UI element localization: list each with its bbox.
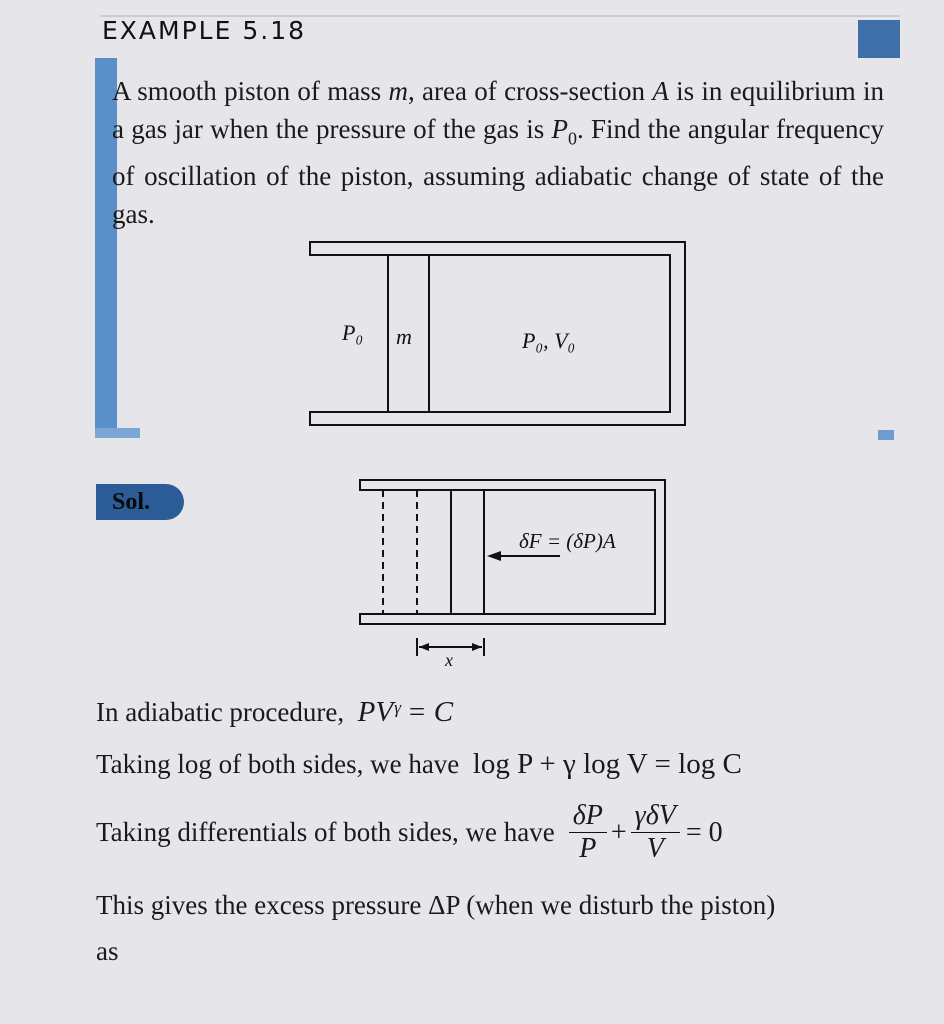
fraction-gamma-dv-over-v: $\frac{\text{γδV}}{V}$	[631, 800, 680, 865]
jar-wall	[360, 480, 665, 624]
outside-pressure-label: P₀	[342, 320, 364, 345]
piston-diagram	[300, 232, 700, 432]
displaced-piston-diagram	[355, 474, 675, 670]
displacement-arrow-right	[472, 643, 482, 651]
corner-decoration-bottom	[878, 430, 894, 440]
piston-mass-label: m	[396, 324, 412, 349]
solution-badge: Sol.	[96, 484, 184, 520]
displacement-arrow-left	[419, 643, 429, 651]
corner-decoration	[858, 20, 900, 58]
problem-statement: A smooth piston of mass m, area of cross-section A is in equilibrium in a gas jar when the pressure of the gas is $P_0$. Find the angular frequency of oscillation of the piston, assuming adiabatic change of state of the gas.	[112, 76, 884, 230]
displacement-label: x	[445, 650, 453, 670]
jar-outer-wall	[310, 242, 685, 425]
force-arrow-head	[487, 551, 501, 561]
as-line: as	[96, 936, 119, 966]
area-symbol: A	[652, 76, 669, 106]
excess-pressure-line: This gives the excess pressure ΔP (when we disturb the piston)	[96, 890, 776, 920]
mass-symbol: m	[388, 76, 408, 106]
adiabatic-line: In adiabatic procedure, PVᵞ = C	[96, 696, 454, 728]
pressure-symbol: P	[551, 114, 568, 144]
differential-line: Taking differentials of both sides, we have $\frac{\delta P}{P}$ + $\frac{\text{γδV}}{V}$ = 0	[96, 800, 723, 864]
force-label: δF = (δP)A	[519, 529, 616, 553]
example-heading: EXAMPLE 5.18	[102, 16, 307, 45]
fraction-dp-over-p: $\frac{\delta P}{P}$	[569, 800, 607, 865]
gas-state-label: P₀, V₀	[522, 328, 576, 353]
sidebar-foot-decoration	[95, 428, 140, 438]
log-line: Taking log of both sides, we have log P + γ log V = log C	[96, 748, 742, 780]
